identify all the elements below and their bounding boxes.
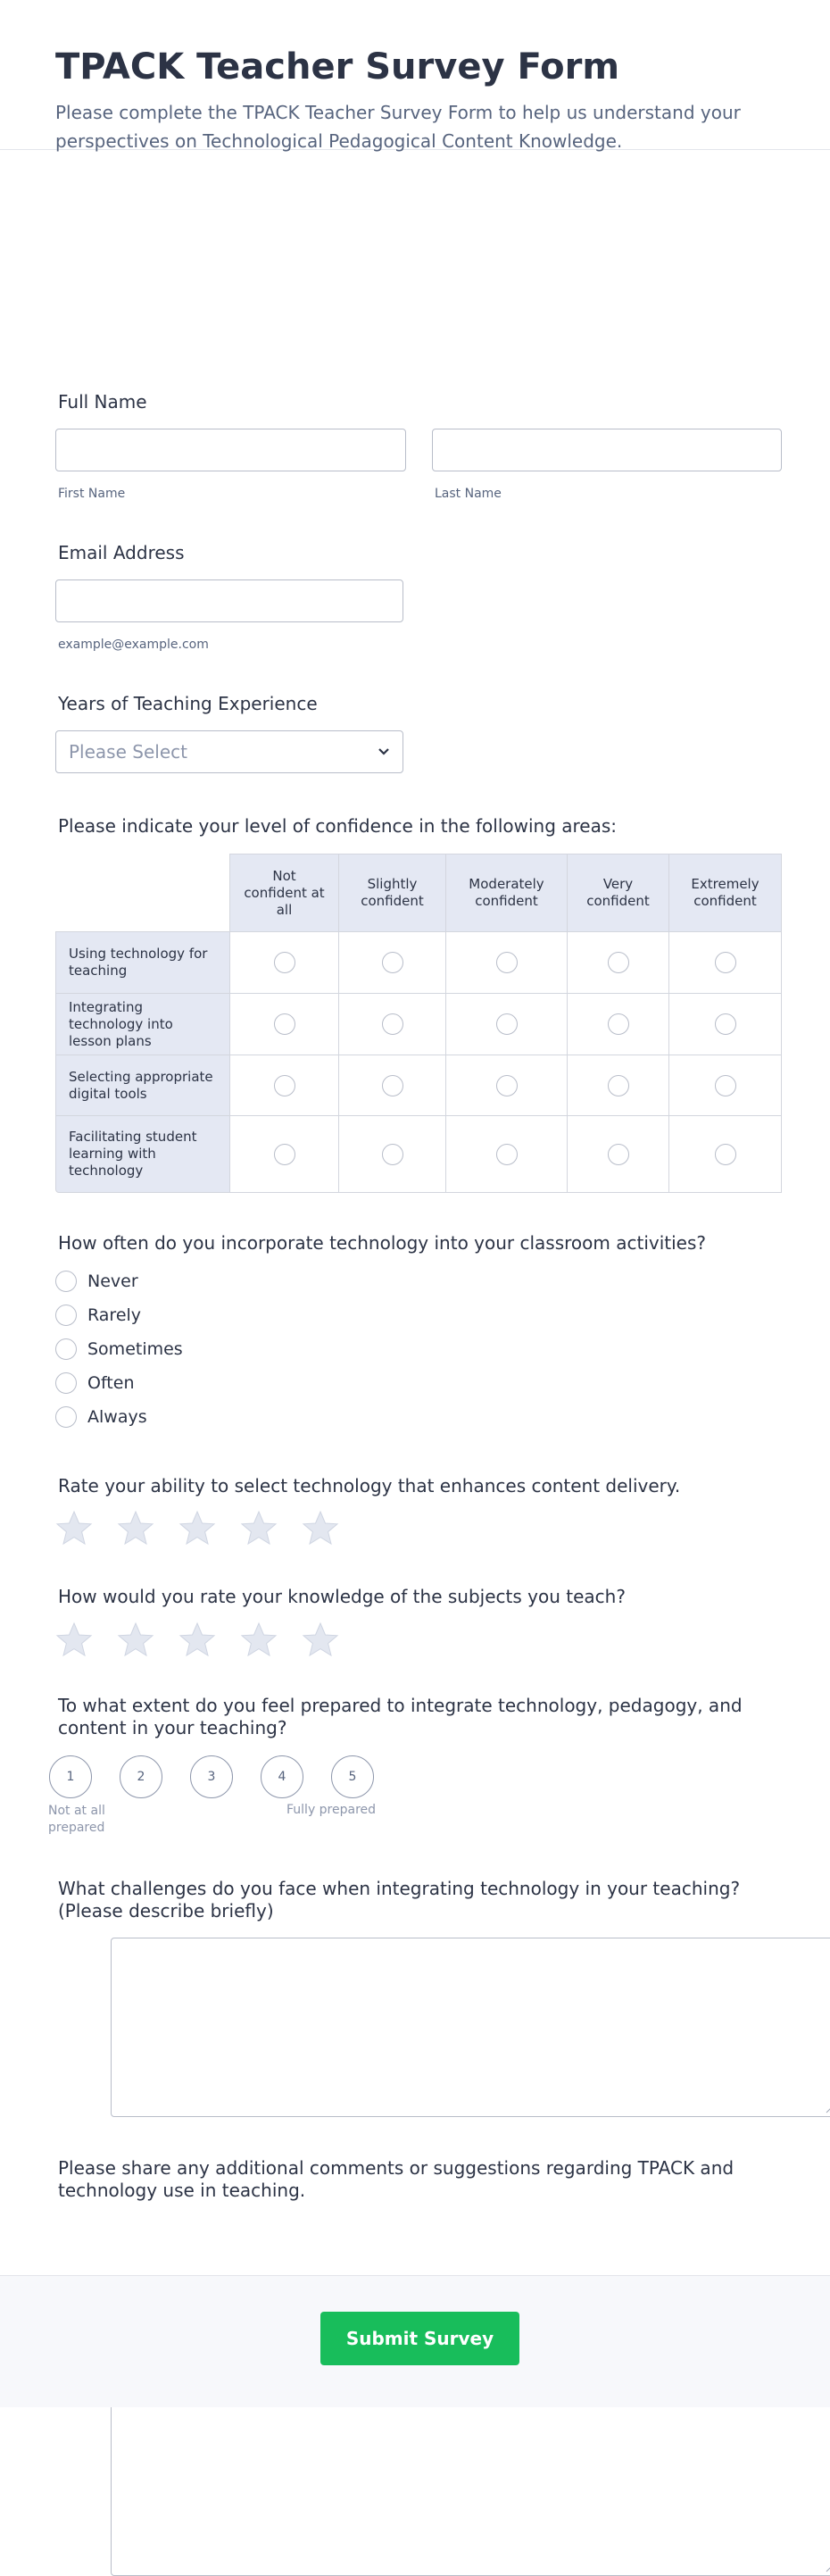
email-input[interactable] (55, 579, 403, 622)
option-label: Often (87, 1373, 135, 1393)
survey-form (0, 150, 830, 2201)
matrix-radio[interactable] (496, 952, 518, 973)
star-icon[interactable] (116, 1509, 155, 1548)
matrix-radio[interactable] (608, 1013, 629, 1035)
last-name-sublabel: Last Name (435, 487, 502, 501)
rating1-stars (54, 1509, 362, 1548)
option-label: Sometimes (87, 1339, 183, 1359)
experience-label: Years of Teaching Experience (58, 693, 318, 714)
frequency-option[interactable] (55, 1400, 183, 1434)
experience-select[interactable] (55, 730, 403, 773)
matrix-radio[interactable] (608, 1075, 629, 1096)
matrix-radio[interactable] (715, 1144, 736, 1165)
matrix-radio[interactable] (608, 952, 629, 973)
matrix-row (55, 932, 782, 994)
matrix-row (55, 1055, 782, 1116)
full-name-label: Full Name (58, 391, 147, 413)
matrix-row-label: Integrating technology into lesson plans (55, 994, 230, 1055)
matrix-col-header: Slightly confident (339, 854, 446, 932)
matrix-col-header: Very confident (568, 854, 669, 932)
star-icon[interactable] (54, 1621, 94, 1660)
scale-option-3[interactable]: 3 (190, 1755, 233, 1798)
frequency-label: How often do you incorporate technology into your classroom activities? (58, 1232, 707, 1254)
matrix-radio[interactable] (274, 952, 295, 973)
option-label: Rarely (87, 1305, 142, 1325)
scale-option-1[interactable]: 1 (49, 1755, 92, 1798)
experience-placeholder: Please Select (69, 741, 187, 763)
email-label: Email Address (58, 542, 185, 563)
scale-low-label: Not at all prepared (48, 1804, 105, 1835)
challenges-label: What challenges do you face when integrating technology in your teaching? (Please describe briefly) (58, 1878, 741, 1922)
matrix-corner (55, 854, 230, 932)
challenges-textarea[interactable] (111, 1938, 830, 2117)
confidence-matrix (55, 854, 782, 1193)
matrix-row-label: Facilitating student learning with technology (55, 1116, 230, 1193)
form-header (0, 0, 830, 150)
matrix-radio[interactable] (715, 952, 736, 973)
option-label: Never (87, 1271, 138, 1291)
radio-button[interactable] (55, 1406, 77, 1428)
radio-button[interactable] (55, 1271, 77, 1292)
first-name-input[interactable] (55, 429, 406, 471)
star-icon[interactable] (301, 1509, 340, 1548)
matrix-radio[interactable] (382, 1075, 403, 1096)
rating2-stars (54, 1621, 362, 1660)
comments-textarea[interactable] (111, 2397, 830, 2576)
comments-label: Please share any additional comments or suggestions regarding TPACK and technology use in teaching. (58, 2157, 735, 2201)
matrix-radio[interactable] (274, 1144, 295, 1165)
matrix-col-header: Moderately confident (446, 854, 568, 932)
star-icon[interactable] (239, 1621, 278, 1660)
matrix-radio[interactable] (715, 1013, 736, 1035)
scale-option-2[interactable]: 2 (120, 1755, 162, 1798)
matrix-row (55, 994, 782, 1055)
matrix-row-label: Using technology for teaching (55, 932, 230, 994)
star-icon[interactable] (178, 1509, 217, 1548)
matrix-row-label: Selecting appropriate digital tools (55, 1055, 230, 1116)
star-icon[interactable] (116, 1621, 155, 1660)
form-footer (0, 2275, 830, 2407)
resize-handle-icon[interactable] (825, 2105, 830, 2113)
matrix-radio[interactable] (382, 1013, 403, 1035)
star-icon[interactable] (178, 1621, 217, 1660)
preparedness-scale (49, 1755, 402, 1798)
resize-handle-icon[interactable] (825, 2563, 830, 2572)
radio-button[interactable] (55, 1372, 77, 1394)
matrix-radio[interactable] (496, 1013, 518, 1035)
matrix-col-header: Not confident at all (230, 854, 339, 932)
rating2-label: How would you rate your knowledge of the subjects you teach? (58, 1586, 626, 1607)
email-sublabel: example@example.com (58, 638, 209, 652)
frequency-option[interactable] (55, 1264, 183, 1298)
last-name-input[interactable] (432, 429, 782, 471)
frequency-option[interactable] (55, 1332, 183, 1366)
scale-option-4[interactable]: 4 (261, 1755, 303, 1798)
matrix-radio[interactable] (274, 1075, 295, 1096)
matrix-radio[interactable] (382, 1144, 403, 1165)
matrix-col-header: Extremely confident (669, 854, 782, 932)
confidence-label: Please indicate your level of confidence in the following areas: (58, 815, 618, 837)
rating1-label: Rate your ability to select technology that enhances content delivery. (58, 1475, 681, 1496)
option-label: Always (87, 1407, 147, 1427)
submit-button[interactable]: Submit Survey (320, 2312, 519, 2365)
frequency-options (55, 1264, 183, 1434)
preparedness-label: To what extent do you feel prepared to integrate technology, pedagogy, and content in your teaching? (58, 1695, 743, 1738)
matrix-radio[interactable] (274, 1013, 295, 1035)
form-subtitle: Please complete the TPACK Teacher Survey Form to help us understand your perspectives on Technological Pedagogical Content Knowledge. (55, 102, 741, 152)
chevron-down-icon (378, 747, 390, 756)
first-name-sublabel: First Name (58, 487, 126, 501)
frequency-option[interactable] (55, 1298, 183, 1332)
radio-button[interactable] (55, 1338, 77, 1360)
matrix-radio[interactable] (715, 1075, 736, 1096)
frequency-option[interactable] (55, 1366, 183, 1400)
matrix-radio[interactable] (496, 1075, 518, 1096)
scale-option-5[interactable]: 5 (331, 1755, 374, 1798)
matrix-radio[interactable] (496, 1144, 518, 1165)
scale-high-label: Fully prepared (286, 1803, 377, 1817)
star-icon[interactable] (301, 1621, 340, 1660)
matrix-row (55, 1116, 782, 1193)
star-icon[interactable] (54, 1509, 94, 1548)
matrix-radio[interactable] (608, 1144, 629, 1165)
radio-button[interactable] (55, 1305, 77, 1326)
form-title: TPACK Teacher Survey Form (55, 46, 620, 88)
star-icon[interactable] (239, 1509, 278, 1548)
matrix-radio[interactable] (382, 952, 403, 973)
